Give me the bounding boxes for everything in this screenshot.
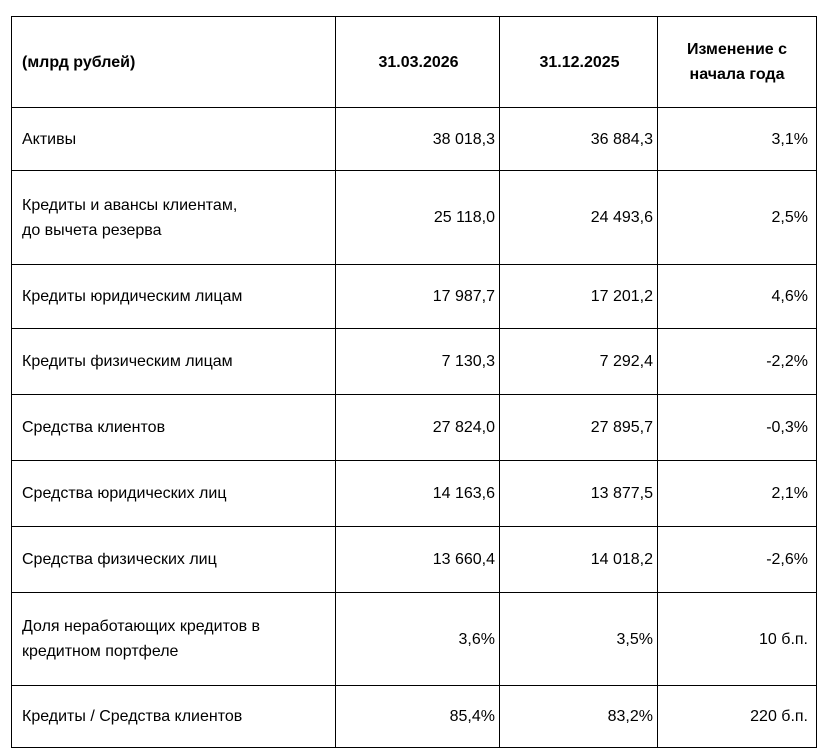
table-header-row bbox=[12, 17, 817, 108]
row-value-current: 3,6% bbox=[336, 593, 500, 686]
row-label: Кредиты / Средства клиентов bbox=[12, 686, 336, 748]
header-date-previous: 31.12.2025 bbox=[500, 17, 658, 108]
header-date-current: 31.03.2026 bbox=[336, 17, 500, 108]
header-units: (млрд рублей) bbox=[12, 17, 336, 108]
row-label: Кредиты юридическим лицам bbox=[12, 265, 336, 329]
row-value-current: 38 018,3 bbox=[336, 108, 500, 171]
row-value-previous: 24 493,6 bbox=[500, 171, 658, 265]
row-value-current: 27 824,0 bbox=[336, 395, 500, 461]
row-value-previous: 13 877,5 bbox=[500, 461, 658, 527]
row-change: -2,2% bbox=[658, 329, 817, 395]
row-change: 220 б.п. bbox=[658, 686, 817, 748]
row-change: 3,1% bbox=[658, 108, 817, 171]
row-change: 2,1% bbox=[658, 461, 817, 527]
row-label: Активы bbox=[12, 108, 336, 171]
table-row bbox=[12, 527, 817, 593]
row-label: Доля неработающих кредитов в кредитном портфеле bbox=[12, 593, 336, 686]
row-value-previous: 3,5% bbox=[500, 593, 658, 686]
row-change: 10 б.п. bbox=[658, 593, 817, 686]
row-change: 2,5% bbox=[658, 171, 817, 265]
row-value-previous: 17 201,2 bbox=[500, 265, 658, 329]
table-row bbox=[12, 461, 817, 527]
row-label: Средства юридических лиц bbox=[12, 461, 336, 527]
row-value-previous: 14 018,2 bbox=[500, 527, 658, 593]
row-value-previous: 27 895,7 bbox=[500, 395, 658, 461]
table-row bbox=[12, 108, 817, 171]
row-change: 4,6% bbox=[658, 265, 817, 329]
row-label: Средства клиентов bbox=[12, 395, 336, 461]
row-value-current: 85,4% bbox=[336, 686, 500, 748]
table-row bbox=[12, 329, 817, 395]
row-value-previous: 36 884,3 bbox=[500, 108, 658, 171]
table-row bbox=[12, 686, 817, 748]
row-change: -2,6% bbox=[658, 527, 817, 593]
table-row bbox=[12, 265, 817, 329]
row-value-previous: 7 292,4 bbox=[500, 329, 658, 395]
row-value-current: 7 130,3 bbox=[336, 329, 500, 395]
row-label: Средства физических лиц bbox=[12, 527, 336, 593]
row-change: -0,3% bbox=[658, 395, 817, 461]
financial-indicators-table bbox=[11, 16, 817, 748]
row-value-current: 17 987,7 bbox=[336, 265, 500, 329]
row-label: Кредиты физическим лицам bbox=[12, 329, 336, 395]
table-row bbox=[12, 395, 817, 461]
row-value-current: 14 163,6 bbox=[336, 461, 500, 527]
table-row bbox=[12, 593, 817, 686]
row-label: Кредиты и авансы клиентам, до вычета резерва bbox=[12, 171, 336, 265]
row-value-current: 13 660,4 bbox=[336, 527, 500, 593]
table-row bbox=[12, 171, 817, 265]
row-value-previous: 83,2% bbox=[500, 686, 658, 748]
header-change: Изменение с начала года bbox=[658, 17, 817, 108]
row-value-current: 25 118,0 bbox=[336, 171, 500, 265]
